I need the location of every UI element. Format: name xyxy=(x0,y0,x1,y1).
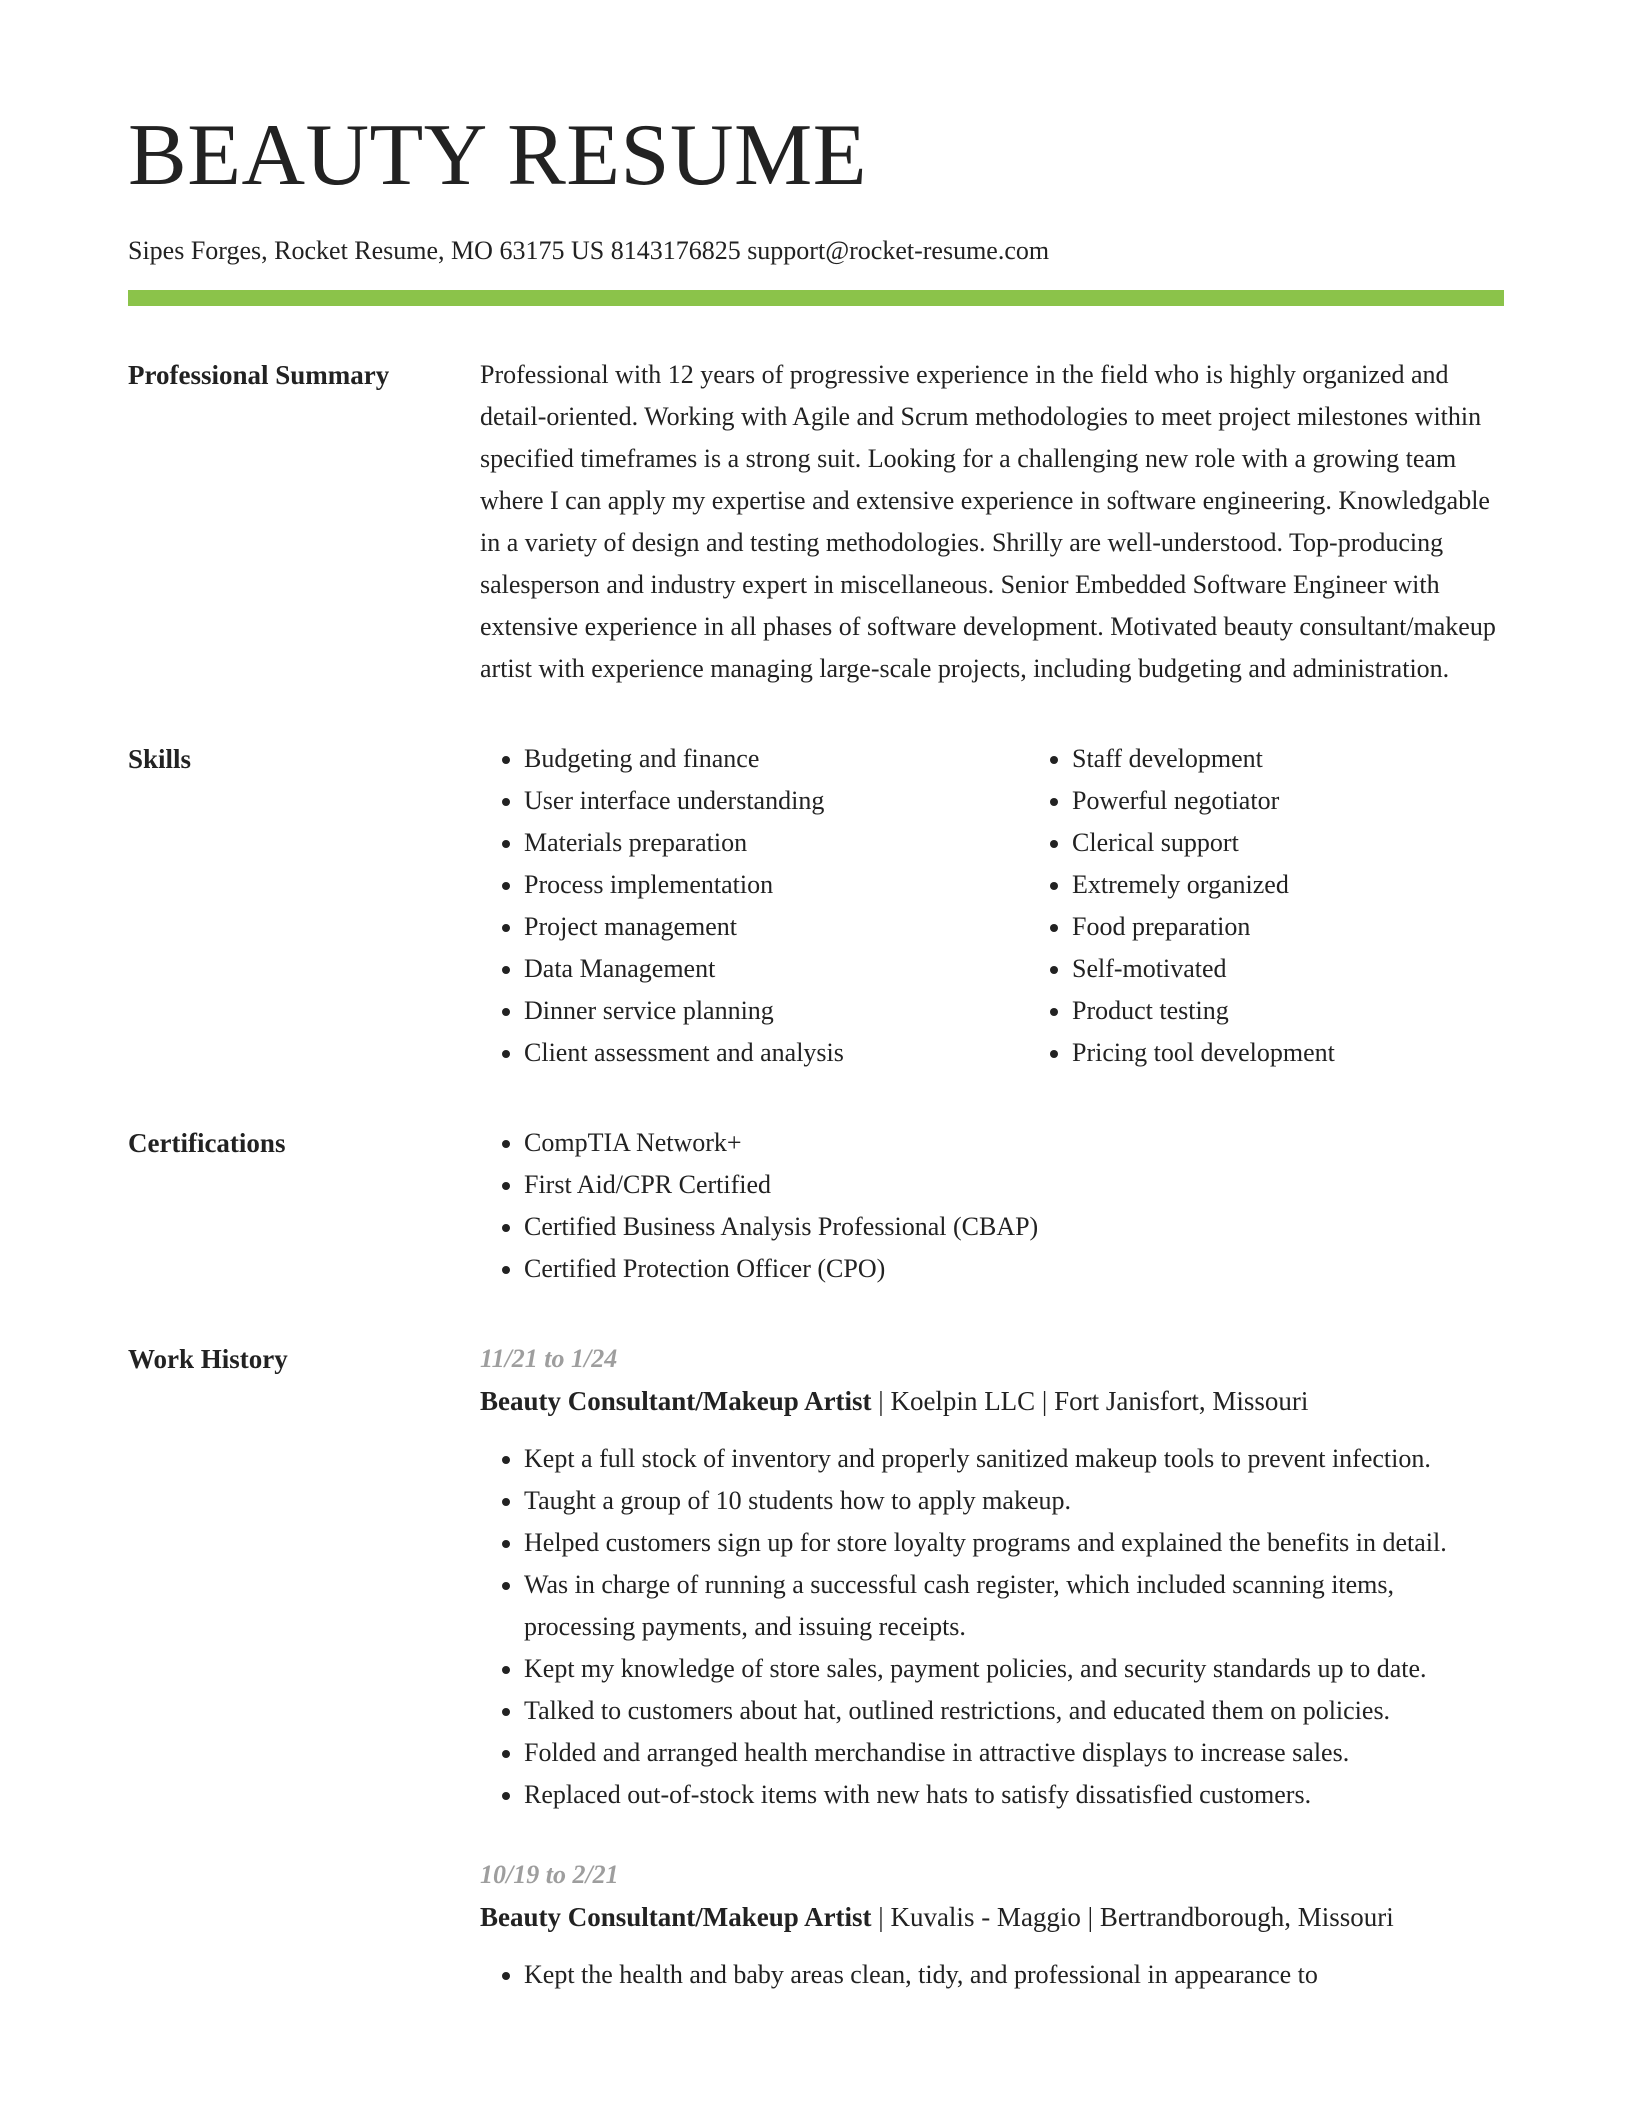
job-bullet: • Talked to customers about hat, outlined restrictions, and educated them on policies. xyxy=(524,1690,1504,1732)
job-title: Beauty Consultant/Makeup Artist xyxy=(480,1385,872,1416)
resume-name: BEAUTY RESUME xyxy=(128,107,868,204)
summary-content xyxy=(480,356,1504,690)
certification-item: • Certified Protection Officer (CPO) xyxy=(524,1248,1504,1290)
work-history-content xyxy=(480,1340,1504,2036)
summary-section xyxy=(128,356,1504,690)
accent-divider xyxy=(128,290,1504,306)
job-entry xyxy=(480,1338,1504,1816)
job-details: | Koelpin LLC | Fort Janisfort, Missouri xyxy=(871,1385,1309,1416)
section-label-work-history: Work History xyxy=(128,1343,288,1374)
section-label-certifications: Certifications xyxy=(128,1127,286,1158)
skill-item: • Materials preparation xyxy=(524,822,1028,864)
job-details: | Kuvalis - Maggio | Bertrandborough, Missouri xyxy=(871,1901,1394,1932)
job-entry xyxy=(480,1854,1504,1996)
skill-item: • Budgeting and finance xyxy=(524,738,1028,780)
skill-item: • Powerful negotiator xyxy=(1072,780,1576,822)
certification-item: • CompTIA Network+ xyxy=(524,1122,1504,1164)
skills-section xyxy=(128,740,1504,1074)
job-dates: 11/21 to 1/24 xyxy=(480,1343,618,1373)
skill-item: • Dinner service planning xyxy=(524,990,1028,1032)
contact-line: Sipes Forges, Rocket Resume, MO 63175 US 8143176825 support@rocket-resume.com xyxy=(128,236,1050,265)
skills-list-left xyxy=(480,738,1028,1074)
section-label-summary: Professional Summary xyxy=(128,359,390,390)
job-bullet: • Was in charge of running a successful cash register, which included scanning items, processing payments, and issuing receipts. xyxy=(524,1564,1504,1648)
job-heading xyxy=(480,1896,1504,1938)
skill-item: • Clerical support xyxy=(1072,822,1576,864)
skill-item: • Food preparation xyxy=(1072,906,1576,948)
certifications-content xyxy=(480,1124,1504,1290)
skill-item: • Data Management xyxy=(524,948,1028,990)
summary-text: Professional with 12 years of progressive experience in the field who is highly organized and detail-oriented. Working with Agile and Scrum methodologies to meet project milestones within specified timeframes is a strong suit. Looking for a challenging new role with a growing team where I can apply my expertise and extensive experience in software engineering. Knowledgable in a variety of design and testing methodologies. Shrilly are well-understood. Top-producing salesperson and industry expert in miscellaneous. Senior Embedded Software Engineer with extensive experience in all phases of software development. Motivated beauty consultant/makeup artist with experience managing large-scale projects, including budgeting and administration. xyxy=(480,359,1496,683)
skill-item: • Self-motivated xyxy=(1072,948,1576,990)
job-bullets xyxy=(480,1954,1504,1996)
job-bullet: • Replaced out-of-stock items with new hats to satisfy dissatisfied customers. xyxy=(524,1774,1504,1816)
skill-item: • Staff development xyxy=(1072,738,1576,780)
skill-item: • Extremely organized xyxy=(1072,864,1576,906)
skill-item: • Process implementation xyxy=(524,864,1028,906)
job-bullet: • Folded and arranged health merchandise in attractive displays to increase sales. xyxy=(524,1732,1504,1774)
certification-item: • Certified Business Analysis Professional (CBAP) xyxy=(524,1206,1504,1248)
certification-item: • First Aid/CPR Certified xyxy=(524,1164,1504,1206)
job-bullet: • Kept my knowledge of store sales, payment policies, and security standards up to date. xyxy=(524,1648,1504,1690)
job-bullet: • Taught a group of 10 students how to apply makeup. xyxy=(524,1480,1504,1522)
skill-item: • Product testing xyxy=(1072,990,1576,1032)
job-dates: 10/19 to 2/21 xyxy=(480,1859,619,1889)
job-bullets xyxy=(480,1438,1504,1816)
skill-item: • Project management xyxy=(524,906,1028,948)
skill-item: • User interface understanding xyxy=(524,780,1028,822)
skills-content xyxy=(480,740,1576,1074)
job-bullet: • Kept a full stock of inventory and properly sanitized makeup tools to prevent infection. xyxy=(524,1438,1504,1480)
certifications-section xyxy=(128,1124,1504,1290)
skills-grid xyxy=(480,740,1576,1074)
section-label-skills: Skills xyxy=(128,743,192,774)
job-bullet: • Kept the health and baby areas clean, tidy, and professional in appearance to xyxy=(524,1954,1504,1996)
skill-item: • Client assessment and analysis xyxy=(524,1032,1028,1074)
job-title: Beauty Consultant/Makeup Artist xyxy=(480,1901,872,1932)
job-bullet: • Helped customers sign up for store loyalty programs and explained the benefits in detail. xyxy=(524,1522,1504,1564)
skills-list-right xyxy=(1028,738,1576,1074)
skill-item: • Pricing tool development xyxy=(1072,1032,1576,1074)
certifications-list xyxy=(480,1122,1504,1290)
work-history-section xyxy=(128,1340,1504,2036)
job-heading xyxy=(480,1380,1504,1422)
